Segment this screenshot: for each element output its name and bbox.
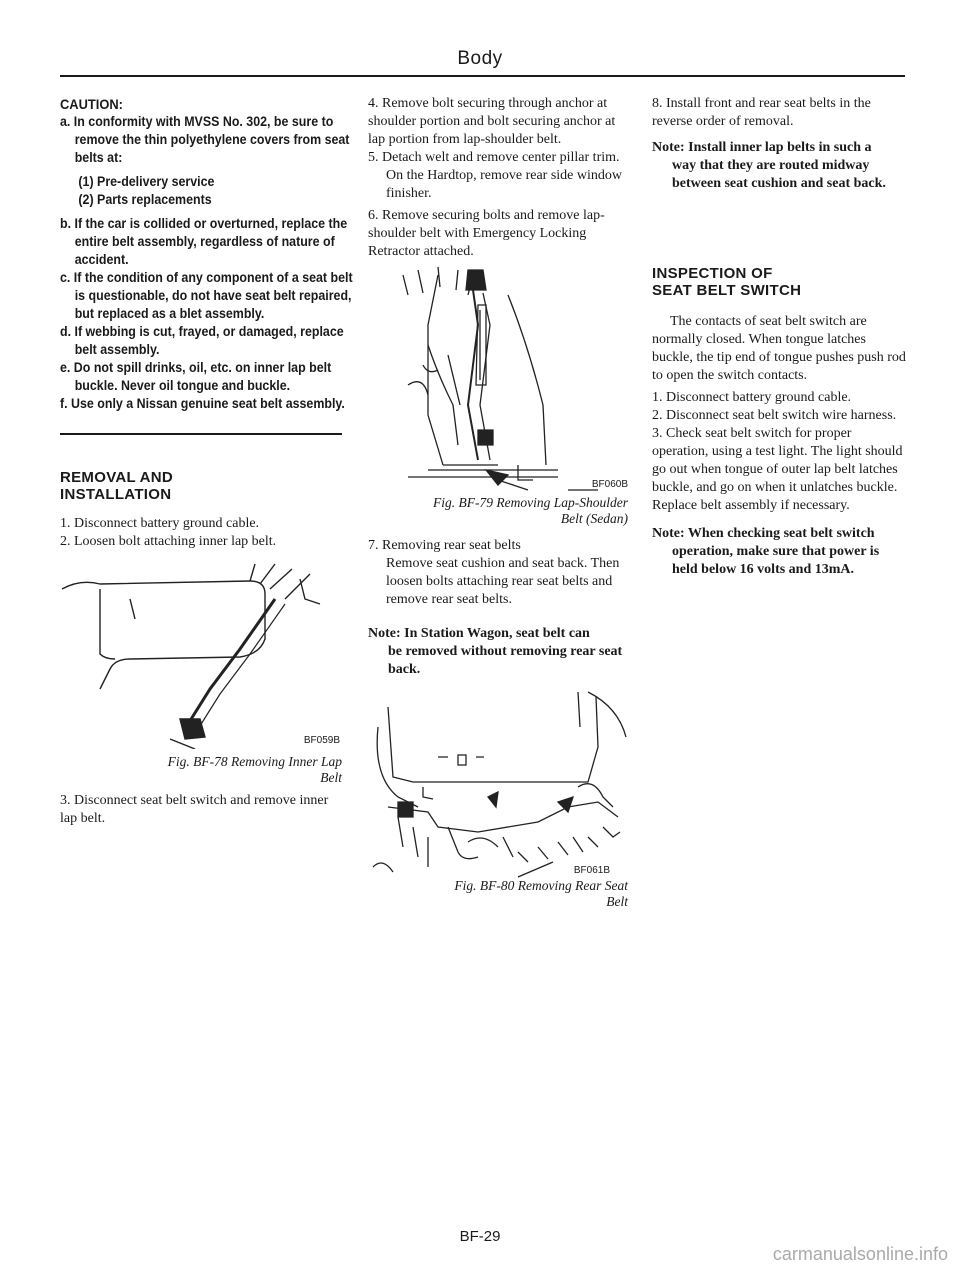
- figure-caption-line1: Fig. BF-78 Removing Inner Lap: [167, 754, 342, 769]
- inspection-step-3: 3. Check seat belt switch for proper operation, using a test light. The light should go out when tongue of outer lap belt latches buckle, and go on when it unlatches buckle. Replace belt assembly if necessary.: [652, 426, 903, 513]
- caution-d: d. If webbing is cut, frayed, or damaged, replace belt assembly.: [60, 324, 344, 357]
- section-heading-seat-belt-switch: SEAT BELT SWITCH: [652, 282, 802, 299]
- section-divider: [60, 433, 342, 435]
- caution-c: c. If the condition of any component of a seat belt is questionable, do not have seat belt repaired, but replaced as a blet assembly.: [60, 270, 353, 321]
- note-label: Note:: [652, 140, 685, 155]
- note-label: Note:: [652, 526, 685, 541]
- figure-caption-line1: Fig. BF-79 Removing Lap-Shoulder: [433, 495, 628, 510]
- caution-e: e. Do not spill drinks, oil, etc. on inner lap belt buckle. Never oil tongue and buckle.: [60, 360, 332, 393]
- step-7: 7. Removing rear seat belts: [368, 538, 521, 553]
- caution-a: a. In conformity with MVSS No. 302, be sure to remove the thin polyethylene covers from seat belts at:: [60, 114, 350, 165]
- step-6: 6. Remove securing bolts and remove lap-shoulder belt with Emergency Locking Retractor attached.: [368, 208, 605, 259]
- page-header: Body: [457, 48, 503, 69]
- inner-lap-belt-illustration: [60, 559, 342, 749]
- column-middle: [368, 95, 628, 910]
- step-4: 4. Remove bolt securing through anchor at shoulder portion and bolt securing anchor at lap portion from lap-shoulder belt.: [368, 96, 616, 147]
- lap-shoulder-belt-illustration: [368, 265, 628, 493]
- figure-caption-line2: Belt: [606, 894, 628, 909]
- caution-b: b. If the car is collided or overturned, replace the entire belt assembly, regardless of nature of accident.: [60, 216, 348, 267]
- figure-bf80: [368, 687, 628, 892]
- rear-seat-belt-illustration: [368, 687, 628, 887]
- figure-code: BF061B: [573, 865, 610, 876]
- figure-code: BF060B: [591, 479, 628, 490]
- inspection-step-2: 2. Disconnect seat belt switch wire harness.: [652, 408, 897, 423]
- section-heading-removal: REMOVAL AND: [60, 469, 174, 486]
- note-text: In Station Wagon, seat belt can: [404, 626, 590, 641]
- step-5: 5. Detach welt and remove center pillar trim.: [368, 150, 620, 165]
- caution-title: CAUTION:: [60, 96, 123, 112]
- figure-caption-line2: Belt: [320, 770, 342, 785]
- removal-step-3: 3. Disconnect seat belt switch and remove inner lap belt.: [60, 793, 329, 826]
- step-5-hardtop: On the Hardtop, remove rear side window finisher.: [386, 168, 622, 201]
- column-right: [652, 95, 907, 579]
- figure-bf79: [368, 265, 628, 495]
- removal-step-2: 2. Loosen bolt attaching inner lap belt.: [60, 534, 277, 549]
- figure-caption-line2: Belt (Sedan): [560, 511, 628, 526]
- page-number: BF-29: [459, 1228, 501, 1245]
- figure-code: BF059B: [303, 735, 340, 746]
- note-text-cont: way that they are routed midway between seat cushion and seat back.: [672, 158, 886, 191]
- note-station-wagon: [368, 625, 628, 679]
- step-7-detail: Remove seat cushion and seat back. Then loosen bolts attaching rear seat belts and remove rear seat belts.: [386, 556, 620, 607]
- figure-bf78: [60, 559, 342, 754]
- note-text-cont: be removed without removing rear seat back.: [388, 644, 623, 677]
- column-left: [60, 95, 353, 828]
- caution-a1: (1) Pre-delivery service: [78, 174, 215, 189]
- note-switch-check: [652, 525, 907, 579]
- inspection-step-1: 1. Disconnect battery ground cable.: [652, 390, 852, 405]
- switch-description: The contacts of seat belt switch are normally closed. When tongue latches buckle, the tip end of tongue pushes push rod to open the switch contacts.: [652, 314, 906, 383]
- section-heading-installation: INSTALLATION: [60, 486, 172, 503]
- removal-step-1: 1. Disconnect battery ground cable.: [60, 516, 260, 531]
- note-inner-lap-belts: [652, 139, 907, 193]
- note-text: Install inner lap belts in such a: [688, 140, 872, 155]
- note-text-cont: operation, make sure that power is held below 16 volts and 13mA.: [672, 544, 880, 577]
- note-text: When checking seat belt switch: [687, 526, 875, 541]
- section-heading-inspection: INSPECTION OF: [652, 265, 773, 282]
- header-rule: [60, 75, 905, 77]
- caution-a2: (2) Parts replacements: [78, 192, 212, 207]
- step-8: 8. Install front and rear seat belts in the reverse order of removal.: [652, 96, 871, 129]
- note-label: Note:: [368, 626, 401, 641]
- figure-caption-line1: Fig. BF-80 Removing Rear Seat: [454, 878, 628, 893]
- watermark: carmanualsonline.info: [772, 1244, 948, 1264]
- caution-f: f. Use only a Nissan genuine seat belt assembly.: [60, 396, 345, 411]
